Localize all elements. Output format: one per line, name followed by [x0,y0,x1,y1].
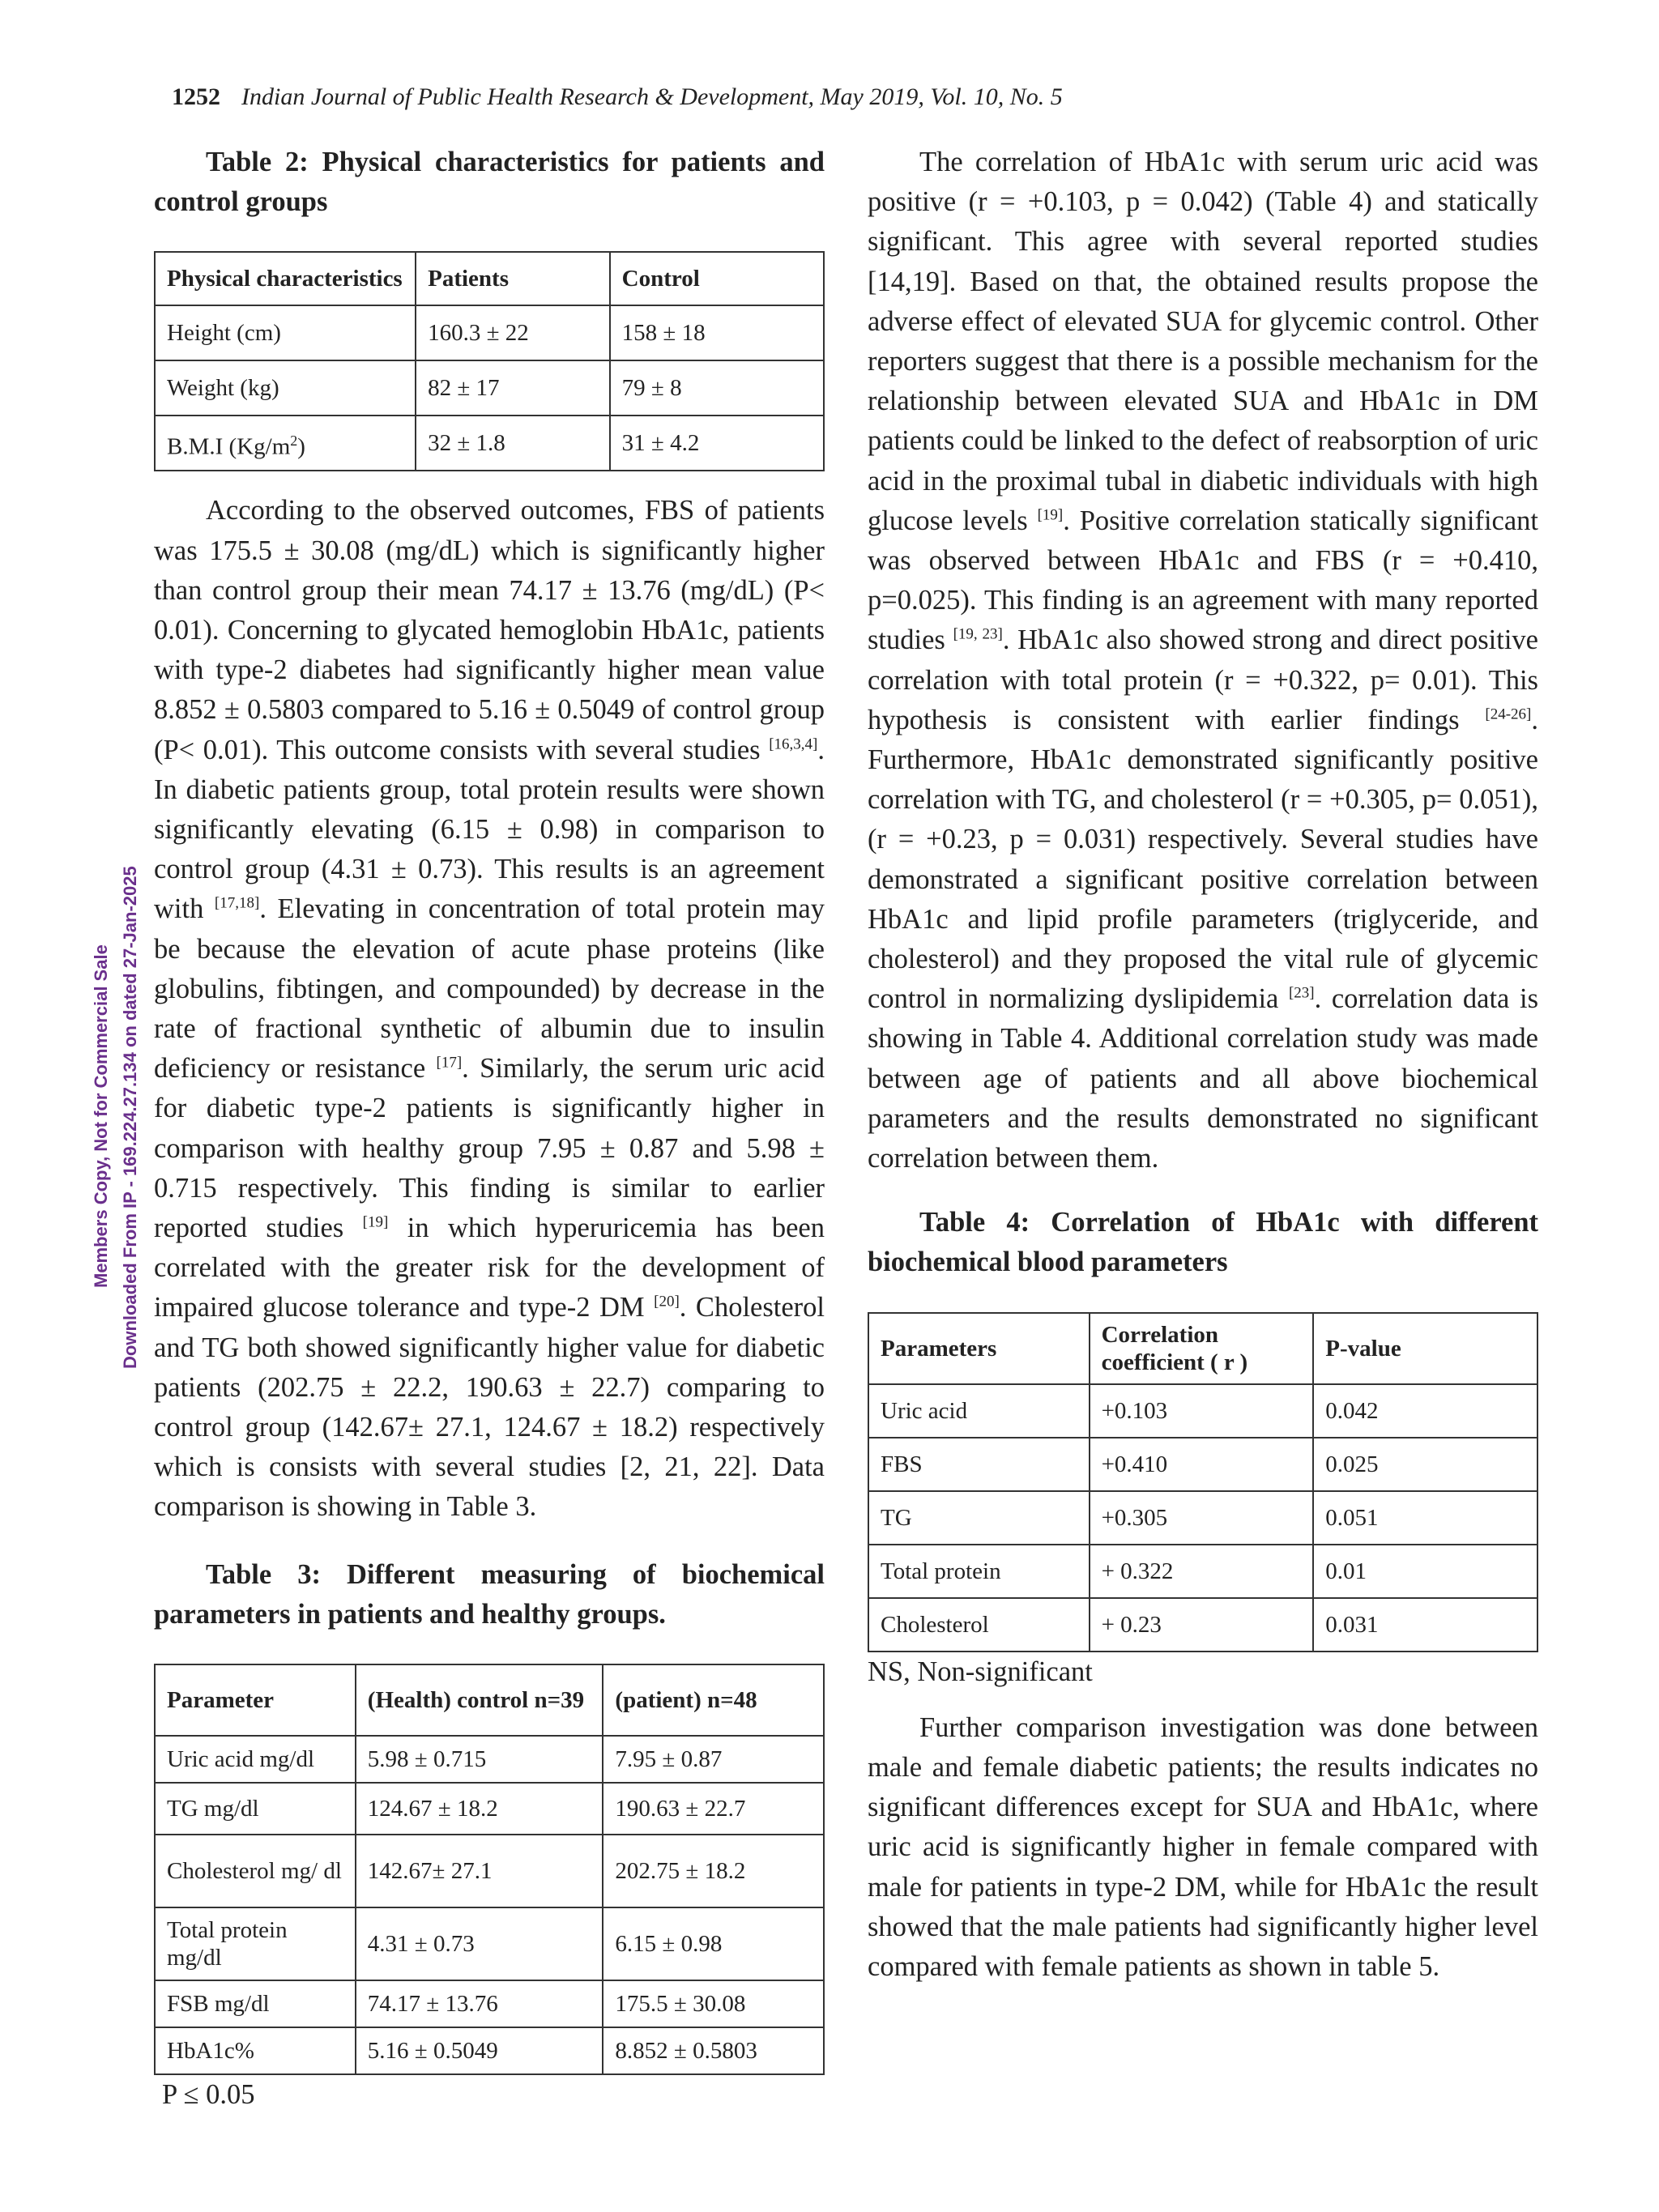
text-run: . correlation data is showing in Table 4. Additional correlation study was made between age of patients and all above biochemical parameters and the results demonstrated no significant correlation between them. [868,983,1538,1174]
table-cell: Total protein mg/dl [155,1907,356,1980]
left-column [154,143,825,2115]
table-cell: 32 ± 1.8 [416,416,610,471]
table-header-cell: Parameters [868,1313,1090,1384]
right-paragraph-2: Further comparison investigation was done between male and female diabetic patients; the results indicates no significant differences except for SUA and HbA1c, where uric acid is significantly higher in female compared with male for patients in type-2 DM, while for HbA1c the result showed that the male patients had significantly higher level compared with female patients as shown in table 5. [868,1711,1538,1982]
table-cell: 4.31 ± 0.73 [356,1907,603,1980]
table-header-cell: Correlation coefficient ( r ) [1090,1313,1314,1384]
table3 [154,1664,825,2075]
table-header-row [868,1313,1537,1384]
journal-title: Indian Journal of Public Health Research & Development, May 2019, Vol. 10, No. 5 [241,83,1063,110]
text-run: . Positive correlation statically significant was observed between HbA1c and FBS (r = +0.410, p=0.025). This finding is an agreement with many reported studies [868,505,1539,656]
watermark-download: Downloaded From IP - 169.224.27.134 on dated 27-Jan-2025 [120,866,140,1369]
table-cell: Uric acid mg/dl [155,1736,356,1783]
table-cell: 175.5 ± 30.08 [603,1980,824,2027]
table3-caption: Table 3: Different measuring of biochemical parameters in patients and healthy groups. [154,1558,825,1630]
table-cell: Cholesterol [868,1598,1090,1652]
table-row [155,1783,824,1835]
table-header-cell: (Health) control n=39 [356,1664,603,1736]
right-paragraph-1 [868,143,1538,1178]
table-header-row [155,252,824,305]
table-cell: +0.410 [1090,1438,1314,1491]
table-cell: Height (cm) [155,305,416,360]
citation: [17,18] [214,894,260,912]
citation: [16,3,4] [769,735,818,753]
table-cell: + 0.322 [1090,1545,1314,1598]
citation: [19] [1037,506,1064,524]
table-cell: + 0.23 [1090,1598,1314,1652]
table-cell: 0.051 [1313,1491,1537,1545]
left-paragraph [154,491,825,1527]
table-row [868,1438,1537,1491]
table-cell: 158 ± 18 [610,305,824,360]
text-run: According to the observed outcomes, FBS of patients was 175.5 ± 30.08 (mg/dL) which is significantly higher than control group their mean 74.17 ± 13.76 (mg/dL) (P< 0.01). Concerning to glycated hemoglobin HbA1c, patients with type-2 diabetes had significantly higher mean value 8.852 ± 0.5803 compared to 5.16 ± 0.5049 of control group (P< 0.01). This outcome consists with several studies [154,495,825,765]
bmi-sup: 2 [290,432,298,449]
table-cell: TG [868,1491,1090,1545]
bmi-label: B.M.I (Kg/m [167,433,291,460]
citation: [19] [362,1213,389,1231]
table-header-cell: P-value [1313,1313,1537,1384]
table-cell: +0.305 [1090,1491,1314,1545]
table-cell: 74.17 ± 13.76 [356,1980,603,2027]
table3-note: P ≤ 0.05 [162,2079,255,2111]
table-header-cell: (patient) n=48 [603,1664,824,1736]
table-cell: +0.103 [1090,1384,1314,1438]
table-cell: 7.95 ± 0.87 [603,1736,824,1783]
citation: [19, 23] [953,625,1003,643]
table-row [155,2027,824,2074]
table-header-cell: Physical characteristics [155,252,416,305]
text-run: . In diabetic patients group, total protein results were shown significantly elevating (6.15 ± 0.98) in comparison to control group (4.31 ± 0.73). This results is an agreement with [154,734,825,925]
right-column [868,143,1538,1987]
table-cell: 124.67 ± 18.2 [356,1783,603,1835]
table4-caption: Table 4: Correlation of HbA1c with different biochemical blood parameters [868,1207,1538,1278]
table-header-cell: Control [610,252,824,305]
table-row [155,1980,824,2027]
table-cell: 5.98 ± 0.715 [356,1736,603,1783]
table-cell: 0.031 [1313,1598,1537,1652]
table-row [155,1835,824,1907]
table2 [154,251,825,471]
table-cell: 202.75 ± 18.2 [603,1835,824,1907]
table-cell: Weight (kg) [155,360,416,416]
table-cell: Total protein [868,1545,1090,1598]
table-cell: TG mg/dl [155,1783,356,1835]
text-run: . HbA1c also showed strong and direct positive correlation with total protein (r = +0.322, p= 0.01). This hypothesis is consistent with earlier findings [868,624,1538,735]
table-header-cell: Patients [416,252,610,305]
text-run: The correlation of HbA1c with serum uric acid was positive (r = +0.103, p = 0.042) (Table 4) and statically significant. This agree with several reported studies [14,19]. Based on that, the obtained results propose the adverse effect of elevated SUA for glycemic control. Other reporters suggest that there is a possible mechanism for the relationship between elevated SUA and HbA1c in DM patients could be linked to the defect of reabsorption of uric acid in the proximal tubal in diabetic individuals with high glucose levels [868,147,1538,536]
table-cell: Cholesterol mg/ dl [155,1835,356,1907]
citation: [17] [436,1054,463,1072]
running-header [172,81,1549,113]
text-run: . Elevating in concentration of total protein may be because the elevation of acute phase proteins (like globulins, fibtingen, and compounded) by decrease in the rate of fractional synthetic of albumin due to insulin deficiency or resistance [154,893,825,1085]
table-cell: FSB mg/dl [155,1980,356,2027]
table-header-cell: Parameter [155,1664,356,1736]
table-cell: 6.15 ± 0.98 [603,1907,824,1980]
table-cell: 79 ± 8 [610,360,824,416]
table-cell: HbA1c% [155,2027,356,2074]
table-cell: 31 ± 4.2 [610,416,824,471]
table-cell: 0.025 [1313,1438,1537,1491]
table-row [868,1598,1537,1652]
table4 [868,1312,1538,1652]
table-cell: 0.042 [1313,1384,1537,1438]
table-row [155,1907,824,1980]
bmi-close: ) [297,433,305,460]
table2-caption: Table 2: Physical characteristics for patients and control groups [154,147,825,218]
table-cell: 190.63 ± 22.7 [603,1783,824,1835]
table-row [155,360,824,416]
table-cell: 0.01 [1313,1545,1537,1598]
text-run: . Cholesterol and TG both showed significantly higher value for diabetic patients (202.75 ± 22.2, 190.63 ± 22.7) comparing to control group (142.67± 27.1, 124.67 ± 18.2) respectively which is consists with several studies [2, 21, 22]. Data comparison is showing in Table 3. [154,1292,825,1523]
table-cell: 5.16 ± 0.5049 [356,2027,603,2074]
text-run: in which hyperuricemia has been correlated with the greater risk for the development of impaired glucose tolerance and type-2 DM [154,1213,825,1323]
text-run: . Furthermore, HbA1c demonstrated significantly positive correlation with TG, and cholesterol (r = +0.305, p= 0.051), (r = +0.23, p = 0.031) respectively. Several studies have demonstrated a significant positive correlation between HbA1c and lipid profile parameters (triglyceride, and cholesterol) and they proposed the vital rule of glycemic control in normalizing dyslipidemia [868,704,1538,1015]
citation: [23] [1288,984,1315,1002]
table-row [868,1384,1537,1438]
table-cell: Uric acid [868,1384,1090,1438]
table4-note: NS, Non-significant [868,1656,1093,1687]
table-cell: 160.3 ± 22 [416,305,610,360]
citation: [20] [654,1293,680,1311]
table-row [155,1736,824,1783]
page-number: 1252 [172,83,220,110]
table-cell: 142.67± 27.1 [356,1835,603,1907]
table-row [868,1545,1537,1598]
table-row [868,1491,1537,1545]
table-row [155,416,824,471]
table-row [155,305,824,360]
table-cell: 8.852 ± 0.5803 [603,2027,824,2074]
watermark-members: Members Copy, Not for Commercial Sale [91,944,111,1288]
table-cell: FBS [868,1438,1090,1491]
text-run: . Similarly, the serum uric acid for diabetic type-2 patients is significantly higher in comparison with healthy group 7.95 ± 0.87 and 5.98 ± 0.715 respectively. This finding is similar to earlier reported studies [154,1053,825,1244]
citation: [24-26] [1485,705,1532,723]
table-header-row [155,1664,824,1736]
table-cell-bmi [155,416,416,471]
table-cell: 82 ± 17 [416,360,610,416]
